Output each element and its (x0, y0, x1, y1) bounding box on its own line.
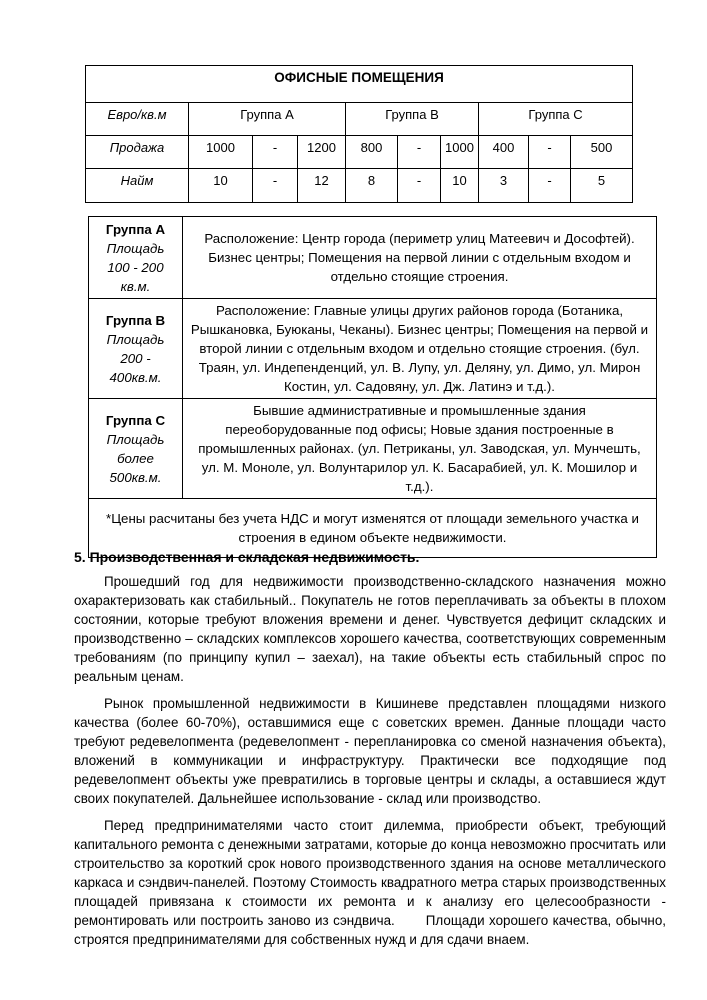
sale-row-label: Продажа (86, 136, 189, 169)
price-footnote: *Цены расчитаны без учета НДС и могут изменятся от площади земельного участка и строения в едином объекте недвижимости. (89, 499, 657, 558)
group-c-area-line-3: 500кв.м. (109, 469, 162, 485)
office-table-title-row (86, 66, 633, 103)
sale-a-max: 1200 (298, 136, 346, 169)
section-body (74, 572, 666, 957)
group-c-row (89, 399, 657, 499)
group-a-description: Расположение: Центр города (периметр улиц Матеевич и Дософтей). Бизнес центры; Помещения на первой линии с отдельным входом и отдельно стоящие строения. (183, 217, 657, 299)
office-prices-table (85, 65, 633, 203)
group-b-area-line-1: Площадь (106, 331, 165, 347)
rent-b-dash: - (398, 169, 441, 203)
rent-a-dash: - (253, 169, 298, 203)
group-c-header-cell: Группа C (479, 103, 633, 136)
sale-c-max: 500 (571, 136, 633, 169)
sale-b-max: 1000 (441, 136, 479, 169)
group-a-header-cell: Группа A (189, 103, 346, 136)
groups-description-table (88, 216, 657, 558)
group-b-row (89, 299, 657, 399)
group-a-area-line-2: 100 - 200 (107, 259, 164, 275)
sale-b-min: 800 (346, 136, 398, 169)
sale-c-dash: - (529, 136, 571, 169)
paragraph-1: Прошедший год для недвижимости производственно-складского назначения можно охарактеризовать как стабильный.. Покупатель не готов переплачивать за объекты в плохом состоянии, которые требуют вложения времени и денег. Чувствуется дефицит складских и производственно – складских комплексов хорошего качества, соответствующих современным требованиям (по принципу купил – заехал), на такие объекты есть стабильный спрос по реальным ценам. (74, 574, 666, 684)
office-table-title: ОФИСНЫЕ ПОМЕЩЕНИЯ (86, 66, 633, 103)
group-b-name: Группа B (105, 312, 166, 328)
group-a-area-line-3: кв.м. (120, 278, 151, 294)
rent-c-dash: - (529, 169, 571, 203)
sale-a-dash: - (253, 136, 298, 169)
section-heading: 5. Производственная и складская недвижимость. (74, 549, 420, 565)
rent-c-min: 3 (479, 169, 529, 203)
rent-row-label: Найм (86, 169, 189, 203)
group-b-header-cell: Группа B (346, 103, 479, 136)
group-c-area-line-1: Площадь (106, 431, 165, 447)
office-table-header-row (86, 103, 633, 136)
group-c-label-cell (89, 399, 183, 499)
paragraph-2: Рынок промышленной недвижимости в Кишиневе представлен площадями низкого качества (более 60-70%), оставшимися еще с советских времен. Данные площади часто требуют редевелопмента (редевелопмент - перепланировка со сменой назначения объекта), вложений в коммуникации и инфраструктуру. Практически все подходящие под редевелопмент объекты уже превратились в торговые центры и склады, а оставшиеся ждут своих покупателей. Дальнейшее использование - склад или производство. (74, 696, 666, 806)
group-c-name: Группа C (105, 412, 166, 428)
sale-b-dash: - (398, 136, 441, 169)
group-c-description: Бывшие административные и промышленные здания переоборудованные под офисы; Новые здания построенные в промышленных районах. (ул. Петриканы, ул. Заводская, ул. Мунчешть, ул. М. Моноле, ул. Волунтарилор ул. К. Басарабией, ул. К. Мошилор и т.д.). (183, 399, 657, 499)
unit-header-cell: Евро/кв.м (86, 103, 189, 136)
group-b-description: Расположение: Главные улицы других районов города (Ботаника, Рышкановка, Буюканы, Чеканы). Бизнес центры; Помещения на первой и второй линии с отдельным входом и отдельно стоящие строения. (бул. Траян, ул. Индепенденций, ул. В. Лупу, ул. Деляну, ул. Димо, ул. Мирон Костин, ул. Садовяну, ул. Дж. Латинэ и т.д.). (183, 299, 657, 399)
rent-c-max: 5 (571, 169, 633, 203)
group-b-label-cell (89, 299, 183, 399)
group-a-label-cell (89, 217, 183, 299)
group-a-row (89, 217, 657, 299)
sale-c-min: 400 (479, 136, 529, 169)
group-a-name: Группа A (105, 221, 166, 237)
sale-row (86, 136, 633, 169)
sale-a-min: 1000 (189, 136, 253, 169)
rent-b-min: 8 (346, 169, 398, 203)
rent-a-max: 12 (298, 169, 346, 203)
group-b-area-line-2: 200 - 400кв.м. (109, 350, 162, 385)
paragraph-3: Перед предпринимателями часто стоит дилемма, приобрести объект, требующий капитального ремонта с денежными затратами, которые до конца невозможно просчитать или строительство за короткий срок нового производственного здания на основе металлического каркаса и сэндвич-панелей. Поэтому Стоимость квадратного метра старых производственных площадей привязана к стоимости их ремонта и к анализу его целесообразности - ремонтировать или построить заново из сэндвича. Площади хорошего качества, обычно, строятся предпринимателями для собственных нужд и для сдачи внаем. (74, 818, 666, 947)
rent-b-max: 10 (441, 169, 479, 203)
rent-row (86, 169, 633, 203)
group-a-area-line-1: Площадь (106, 240, 165, 256)
rent-a-min: 10 (189, 169, 253, 203)
group-c-area-line-2: более (117, 450, 154, 466)
